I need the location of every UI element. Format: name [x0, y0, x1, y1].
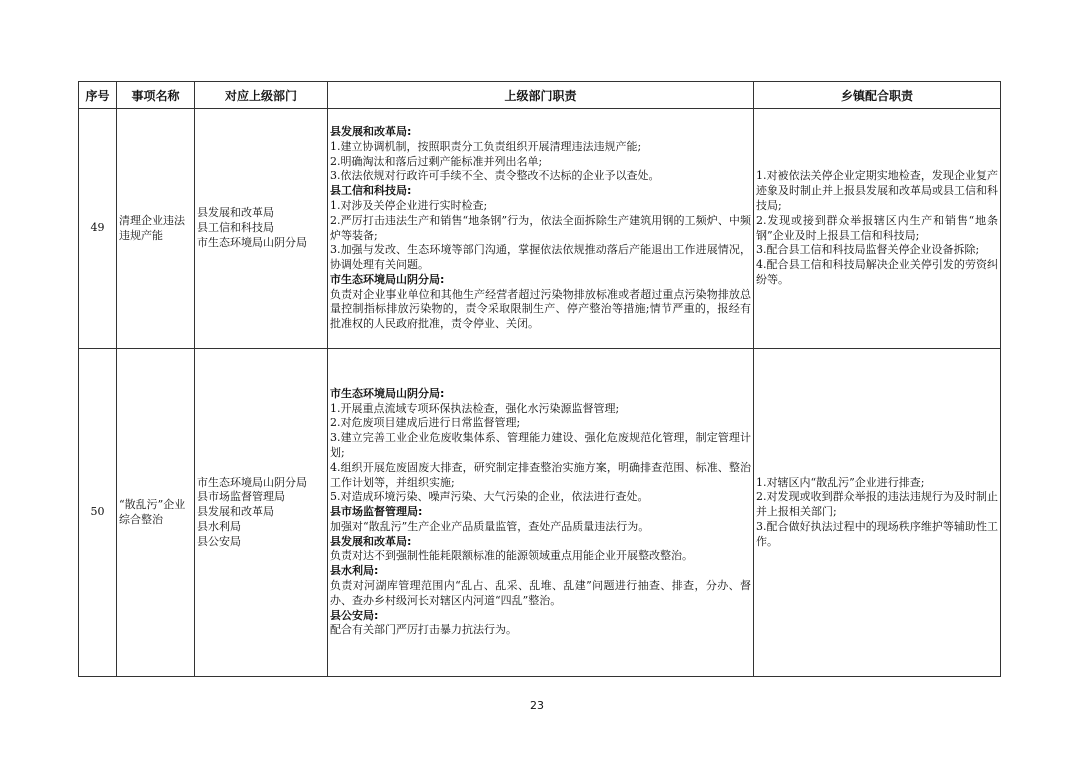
table-header-row [79, 82, 1001, 109]
department: 县市场监督管理局 [197, 490, 285, 504]
town-duty-line: 1.对被依法关停企业定期实地检查，发现企业复产迹象及时制止并上报县发展和改革局或县工信和科技局; [756, 169, 998, 212]
duty-line: 1.建立协调机制，按照职责分工负责组织开展清理违法违规产能; [330, 139, 642, 153]
header-superior-duties: 上级部门职责 [328, 82, 754, 109]
town-duty-line: 1.对辖区内“散乱污”企业进行排查; [756, 475, 925, 489]
duty-line: 2.严厉打击违法生产和销售“地条钢”行为，依法全面拆除生产建筑用钢的工频炉、中频炉等装备; [330, 213, 751, 242]
header-number: 序号 [79, 82, 117, 109]
duty-line: 2.明确淘汰和落后过剩产能标准并列出名单; [330, 154, 543, 168]
duty-heading: 县工信和科技局: [330, 184, 412, 198]
row-departments [195, 349, 328, 677]
department: 县工信和科技局 [197, 221, 274, 235]
table-row [79, 349, 1001, 677]
duty-heading: 市生态环境局山阴分局: [330, 272, 445, 286]
duty-line: 3.依法依规对行政许可手续不全、责令整改不达标的企业予以查处。 [330, 169, 660, 183]
duty-line: 1.对涉及关停企业进行实时检查; [330, 198, 488, 212]
row-item-name: 清理企业违法违规产能 [117, 109, 195, 349]
duty-line: 3.加强与发改、生态环境等部门沟通，掌握依法依规推动落后产能退出工作进展情况，协调处理有关问题。 [330, 243, 751, 272]
duty-heading: 市生态环境局山阴分局: [330, 386, 445, 400]
town-duty-line: 3.配合县工信和科技局监督关停企业设备拆除; [756, 243, 980, 257]
header-town-duties: 乡镇配合职责 [754, 82, 1001, 109]
duty-heading: 县水利局: [330, 564, 379, 578]
duty-table [78, 81, 1001, 677]
row-item-name: “散乱污”企业综合整治 [117, 349, 195, 677]
row-town-duties [754, 349, 1001, 677]
department: 县公安局 [197, 534, 241, 548]
row-superior-duties [328, 109, 754, 349]
header-item-name: 事项名称 [117, 82, 195, 109]
duty-line: 加强对“散乱污”生产企业产品质量监管，查处产品质量违法行为。 [330, 519, 650, 533]
duty-heading: 县发展和改革局: [330, 124, 412, 138]
duty-line: 3.建立完善工业企业危废收集体系、管理能力建设、强化危废规范化管理，制定管理计划; [330, 431, 751, 459]
row-number: 49 [79, 109, 117, 349]
duty-line: 配合有关部门严厉打击暴力抗法行为。 [330, 623, 517, 637]
duty-line: 负责对企业事业单位和其他生产经营者超过污染物排放标准或者超过重点污染物排放总量控制指标排放污染物的，责令采取限制生产、停产整治等措施;情节严重的，报经有批准权的人民政府批准，责令停业、关闭。 [330, 287, 751, 331]
duty-line: 负责对达不到强制性能耗限额标准的能源领域重点用能企业开展整改整治。 [330, 549, 693, 563]
table-row [79, 109, 1001, 349]
department: 县水利局 [197, 519, 241, 533]
department: 县发展和改革局 [197, 505, 274, 519]
row-departments [195, 109, 328, 349]
department: 市生态环境局山阴分局 [197, 235, 307, 249]
town-duty-line: 4.配合县工信和科技局解决企业关停引发的劳资纠纷等。 [756, 258, 998, 286]
page-number: 23 [530, 699, 544, 712]
row-number: 50 [79, 349, 117, 677]
duty-line: 1.开展重点流域专项环保执法检查，强化水污染源监督管理; [330, 401, 620, 415]
duty-line: 2.对危废项目建成后进行日常监督管理; [330, 416, 521, 430]
row-superior-duties [328, 349, 754, 677]
department: 市生态环境局山阴分局 [197, 475, 307, 489]
town-duty-line: 2.对发现或收到群众举报的违法违规行为及时制止并上报相关部门; [756, 490, 998, 519]
town-duty-line: 2.发现或接到群众举报辖区内生产和销售“地条钢”企业及时上报县工信和科技局; [756, 213, 998, 242]
row-town-duties [754, 109, 1001, 349]
duty-line: 负责对河湖库管理范围内“乱占、乱采、乱堆、乱建”问题进行抽查、排查，分办、督办、查办乡村级河长对辖区内河道“四乱”整治。 [330, 579, 751, 607]
duty-heading: 县公安局: [330, 608, 379, 622]
duty-line: 5.对造成环境污染、噪声污染、大气污染的企业，依法进行查处。 [330, 490, 649, 504]
duty-line: 4.组织开展危废固废大排查，研究制定排查整治实施方案，明确排查范围、标准、整治工作计划等，并组织实施; [330, 460, 751, 489]
town-duty-line: 3.配合做好执法过程中的现场秩序维护等辅助性工作。 [756, 519, 998, 548]
duty-heading: 县发展和改革局: [330, 534, 412, 548]
header-superior-dept: 对应上级部门 [195, 82, 328, 109]
department: 县发展和改革局 [197, 206, 274, 220]
duty-heading: 县市场监督管理局: [330, 505, 423, 519]
